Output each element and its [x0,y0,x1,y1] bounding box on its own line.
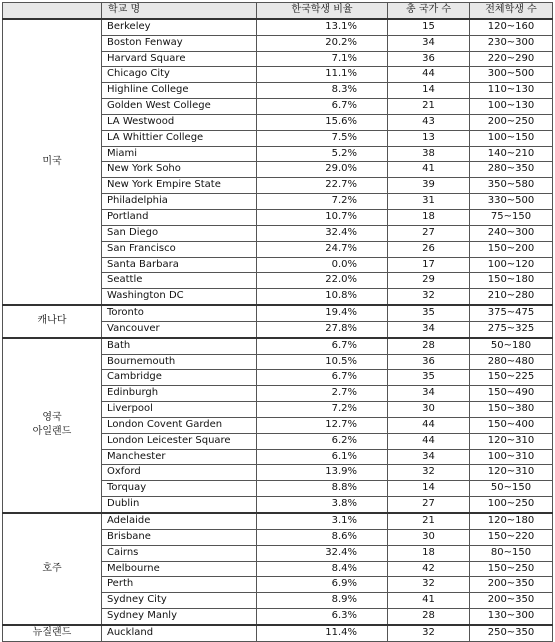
total-students-cell: 120~160 [470,19,553,35]
total-students-cell: 100~310 [470,449,553,465]
korean-ratio-cell: 0.0% [257,257,388,273]
table-row [3,19,553,35]
region-group [3,338,553,513]
school-name-cell: Boston Fenway [102,35,257,51]
korean-ratio-cell: 5.2% [257,146,388,162]
total-students-cell: 150~490 [470,386,553,402]
countries-cell: 42 [388,561,470,577]
korean-ratio-cell: 7.2% [257,194,388,210]
total-students-cell: 120~310 [470,433,553,449]
school-name-cell: Toronto [102,305,257,321]
total-students-cell: 150~400 [470,417,553,433]
total-students-cell: 120~310 [470,465,553,481]
korean-ratio-cell: 8.3% [257,83,388,99]
total-students-cell: 200~350 [470,593,553,609]
countries-cell: 18 [388,209,470,225]
school-name-cell: New York Empire State [102,178,257,194]
school-name-cell: Vancouver [102,321,257,337]
korean-ratio-cell: 6.9% [257,577,388,593]
korean-ratio-cell: 2.7% [257,386,388,402]
school-name-cell: Torquay [102,481,257,497]
korean-ratio-cell: 8.9% [257,593,388,609]
region-cell: 캐나다 [3,305,102,338]
total-students-cell: 230~300 [470,35,553,51]
countries-cell: 17 [388,257,470,273]
region-group [3,513,553,625]
countries-cell: 18 [388,545,470,561]
school-name-cell: San Diego [102,225,257,241]
region-cell: 영국 아일랜드 [3,338,102,513]
countries-cell: 34 [388,386,470,402]
total-students-cell: 100~150 [470,130,553,146]
table-row [3,305,553,321]
countries-cell: 34 [388,449,470,465]
total-students-cell: 330~500 [470,194,553,210]
total-students-cell: 130~300 [470,609,553,625]
total-students-cell: 275~325 [470,321,553,337]
total-students-cell: 150~380 [470,402,553,418]
korean-ratio-cell: 7.2% [257,402,388,418]
countries-cell: 36 [388,51,470,67]
countries-cell: 28 [388,609,470,625]
korean-ratio-cell: 6.7% [257,99,388,115]
korean-ratio-cell: 20.2% [257,35,388,51]
total-students-cell: 150~200 [470,241,553,257]
school-name-cell: Cambridge [102,370,257,386]
school-name-cell: Perth [102,577,257,593]
region-cell: 미국 [3,19,102,305]
korean-ratio-cell: 10.7% [257,209,388,225]
korean-ratio-cell: 13.9% [257,465,388,481]
korean-ratio-cell: 29.0% [257,162,388,178]
korean-ratio-cell: 11.1% [257,67,388,83]
region-column-header [3,3,102,19]
school-name-cell: Liverpool [102,402,257,418]
korean-ratio-cell: 3.1% [257,513,388,529]
korean-ratio-cell: 32.4% [257,225,388,241]
total-students-cell: 100~130 [470,99,553,115]
countries-cell: 41 [388,593,470,609]
total-students-cell: 375~475 [470,305,553,321]
countries-cell: 44 [388,417,470,433]
korean-ratio-cell: 6.7% [257,370,388,386]
total-students-cell: 350~580 [470,178,553,194]
header-row [3,3,553,19]
total-students-cell: 50~180 [470,338,553,354]
countries-cell: 31 [388,194,470,210]
school-name-cell: Bournemouth [102,354,257,370]
korean-ratio-cell: 3.8% [257,497,388,513]
school-name-cell: New York Soho [102,162,257,178]
school-name-cell: Auckland [102,625,257,641]
countries-cell: 32 [388,289,470,305]
school-name-cell: LA Westwood [102,114,257,130]
korean-ratio-cell: 11.4% [257,625,388,641]
school-name-cell: Bath [102,338,257,354]
school-name-cell: Seattle [102,273,257,289]
total-students-cell: 280~480 [470,354,553,370]
school-name-cell: LA Whittier College [102,130,257,146]
countries-cell: 28 [388,338,470,354]
countries-cell: 14 [388,481,470,497]
countries-cell: 36 [388,354,470,370]
total-students-cell: 150~250 [470,561,553,577]
countries-cell: 30 [388,402,470,418]
korean-ratio-cell: 6.2% [257,433,388,449]
school-name-cell: London Leicester Square [102,433,257,449]
school-name-cell: Edinburgh [102,386,257,402]
region-group [3,19,553,305]
school-name-cell: Adelaide [102,513,257,529]
countries-cell: 35 [388,370,470,386]
korean-ratio-cell: 15.6% [257,114,388,130]
school-name-cell: Golden West College [102,99,257,115]
korean-ratio-column-header: 한국학생 비율 [257,3,388,19]
total-students-cell: 100~250 [470,497,553,513]
total-students-cell: 150~225 [470,370,553,386]
countries-cell: 38 [388,146,470,162]
countries-cell: 39 [388,178,470,194]
countries-cell: 44 [388,433,470,449]
region-cell: 뉴질랜드 [3,625,102,641]
school-name-cell: Santa Barbara [102,257,257,273]
korean-ratio-cell: 10.5% [257,354,388,370]
total-students-cell: 80~150 [470,545,553,561]
total-students-cell: 150~180 [470,273,553,289]
countries-cell: 26 [388,241,470,257]
school-name-cell: Highline College [102,83,257,99]
total-students-cell: 75~150 [470,209,553,225]
table-header [3,3,553,19]
korean-ratio-cell: 7.1% [257,51,388,67]
countries-cell: 15 [388,19,470,35]
school-name-cell: Dublin [102,497,257,513]
total-students-column-header: 전체학생 수 [470,3,553,19]
school-name-cell: Harvard Square [102,51,257,67]
total-students-cell: 300~500 [470,67,553,83]
countries-cell: 29 [388,273,470,289]
countries-cell: 13 [388,130,470,146]
school-name-cell: Miami [102,146,257,162]
countries-cell: 41 [388,162,470,178]
countries-cell: 27 [388,497,470,513]
total-students-cell: 110~130 [470,83,553,99]
korean-ratio-cell: 22.0% [257,273,388,289]
school-name-cell: Chicago City [102,67,257,83]
korean-ratio-cell: 6.1% [257,449,388,465]
total-students-cell: 250~350 [470,625,553,641]
countries-cell: 34 [388,35,470,51]
countries-cell: 21 [388,99,470,115]
korean-ratio-cell: 7.5% [257,130,388,146]
region-cell: 호주 [3,513,102,625]
korean-ratio-cell: 19.4% [257,305,388,321]
total-students-cell: 200~250 [470,114,553,130]
table-row [3,625,553,641]
school-name-cell: Philadelphia [102,194,257,210]
korean-ratio-cell: 12.7% [257,417,388,433]
school-name-cell: Sydney Manly [102,609,257,625]
region-group [3,625,553,641]
school-name-cell: Brisbane [102,529,257,545]
total-students-cell: 280~350 [470,162,553,178]
countries-cell: 44 [388,67,470,83]
school-name-cell: San Francisco [102,241,257,257]
countries-cell: 30 [388,529,470,545]
total-students-cell: 210~280 [470,289,553,305]
countries-cell: 14 [388,83,470,99]
countries-cell: 34 [388,321,470,337]
total-students-cell: 100~120 [470,257,553,273]
table-row [3,513,553,529]
total-students-cell: 200~350 [470,577,553,593]
school-name-cell: Sydney City [102,593,257,609]
countries-cell: 32 [388,625,470,641]
total-students-cell: 140~210 [470,146,553,162]
region-group [3,305,553,338]
korean-ratio-cell: 32.4% [257,545,388,561]
school-name-cell: Washington DC [102,289,257,305]
school-column-header: 학교 명 [102,3,257,19]
total-students-cell: 120~180 [470,513,553,529]
total-students-cell: 220~290 [470,51,553,67]
korean-ratio-cell: 24.7% [257,241,388,257]
korean-ratio-cell: 22.7% [257,178,388,194]
countries-cell: 35 [388,305,470,321]
total-students-cell: 240~300 [470,225,553,241]
school-name-cell: Manchester [102,449,257,465]
school-name-cell: London Covent Garden [102,417,257,433]
countries-column-header: 총 국가 수 [388,3,470,19]
countries-cell: 43 [388,114,470,130]
korean-ratio-cell: 13.1% [257,19,388,35]
korean-ratio-cell: 8.6% [257,529,388,545]
countries-cell: 21 [388,513,470,529]
school-name-cell: Berkeley [102,19,257,35]
korean-ratio-cell: 6.7% [257,338,388,354]
korean-ratio-cell: 10.8% [257,289,388,305]
school-name-cell: Melbourne [102,561,257,577]
school-name-cell: Portland [102,209,257,225]
korean-ratio-cell: 6.3% [257,609,388,625]
korean-ratio-cell: 8.8% [257,481,388,497]
table-row [3,338,553,354]
school-name-cell: Cairns [102,545,257,561]
countries-cell: 32 [388,577,470,593]
total-students-cell: 150~220 [470,529,553,545]
korean-ratio-cell: 27.8% [257,321,388,337]
countries-cell: 27 [388,225,470,241]
school-statistics-table [2,2,553,642]
korean-ratio-cell: 8.4% [257,561,388,577]
countries-cell: 32 [388,465,470,481]
school-name-cell: Oxford [102,465,257,481]
total-students-cell: 50~150 [470,481,553,497]
